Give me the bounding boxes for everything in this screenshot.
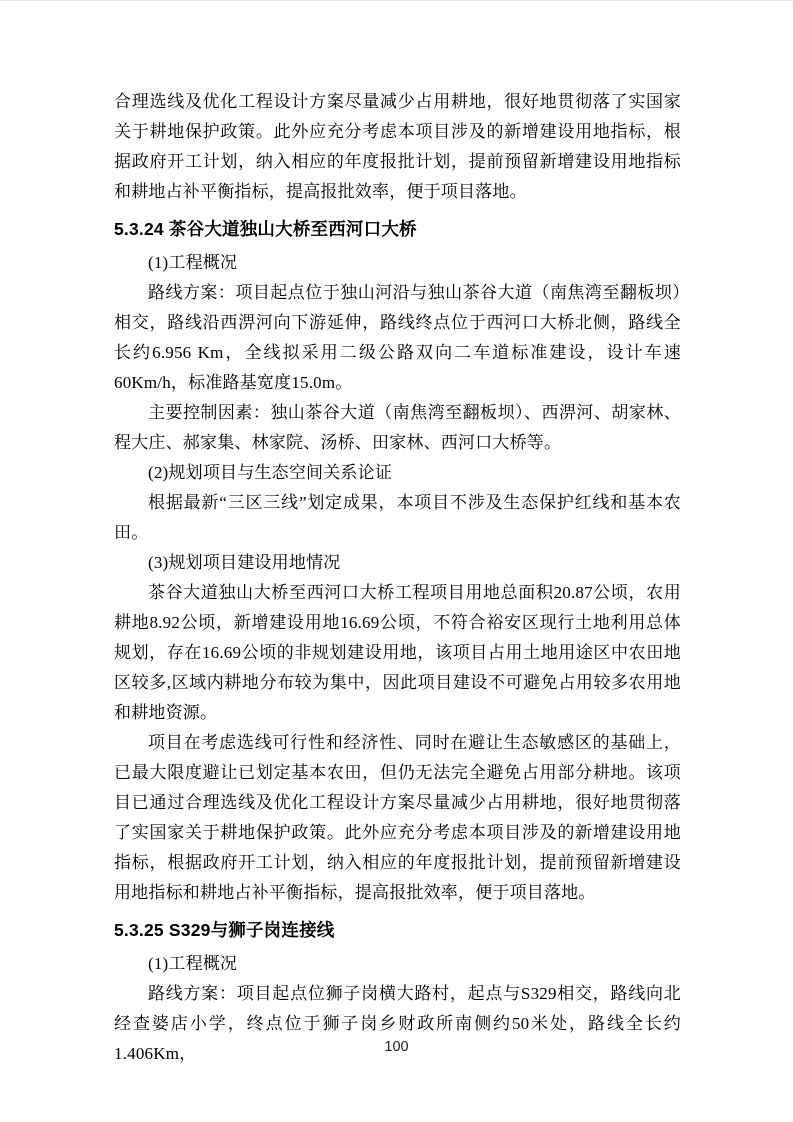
paragraph-route-plan-2: 路线方案：项目起点位狮子岗横大路村，起点与S329相交，路线向北经查婆店小学，终点位于狮子岗乡财政所南侧约50米处，路线全长约1.406Km， xyxy=(114,984,681,1063)
page-number: 100 xyxy=(384,1039,409,1055)
paragraph-land-use-label: (3)规划项目建设用地情况 xyxy=(148,553,341,572)
paragraph-land-use-detail: 茶谷大道独山大桥至西河口大桥工程项目用地总面积20.87公顷，农用耕地8.92公顷，新增建设用地16.69公顷，不符合裕安区现行土地利用总体规划，存在16.69公顷的非规划建设用地，该项目占用土地用途区中农田地区较多,区域内耕地分布较为集中，因此项目建设不可避免占用较多农用地和耕地资源。 xyxy=(114,583,681,722)
paragraph-farmland-measures: 项目在考虑选线可行性和经济性、同时在避让生态敏感区的基础上，已最大限度避让已划定基本农田，但仍无法完全避免占用部分耕地。该项目已通过合理选线及优化工程设计方案尽量减少占用耕地，很好地贯彻落了实国家关于耕地保护政策。此外应充分考虑本项目涉及的新增建设用地指标，根据政府开工计划，纳入相应的年度报批计划，提前预留新增建设用地指标和耕地占补平衡指标，提高报批效率，便于项目落地。 xyxy=(114,733,681,902)
paragraph-continuation: 合理选线及优化工程设计方案尽量减少占用耕地，很好地贯彻落了实国家关于耕地保护政策。此外应充分考虑本项目涉及的新增建设用地指标，根据政府开工计划，纳入相应的年度报批计划，提前预留新增建设用地指标和耕地占补平衡指标，提高报批效率，便于项目落地。 xyxy=(114,92,681,201)
section-heading-5-3-25: 5.3.25 S329与狮子岗连接线 xyxy=(114,920,335,940)
paragraph-eco-space-result: 根据最新“三区三线”划定成果，本项目不涉及生态保护红线和基本农田。 xyxy=(114,493,681,542)
paragraph-control-factors: 主要控制因素：独山茶谷大道（南焦湾至翻板坝）、西淠河、胡家林、程大庄、郝家集、林家院、汤桥、田家林、西河口大桥等。 xyxy=(114,403,681,452)
document-body xyxy=(114,87,681,1069)
paragraph-eco-space-label: (2)规划项目与生态空间关系论证 xyxy=(148,463,393,482)
paragraph-route-plan: 路线方案：项目起点位于独山河沿与独山茶谷大道（南焦湾至翻板坝）相交，路线沿西淠河向下游延伸，路线终点位于西河口大桥北侧，路线全长约6.956 Km，全线拟采用二级公路双向二车道标准建设，设计车速60Km/h，标准路基宽度15.0m。 xyxy=(114,283,681,392)
paragraph-project-overview-label: (1)工程概况 xyxy=(148,253,238,272)
section-heading-5-3-24: 5.3.24 茶谷大道独山大桥至西河口大桥 xyxy=(114,219,417,239)
paragraph-project-overview-label-2: (1)工程概况 xyxy=(148,954,238,973)
page-footer xyxy=(0,1037,793,1057)
